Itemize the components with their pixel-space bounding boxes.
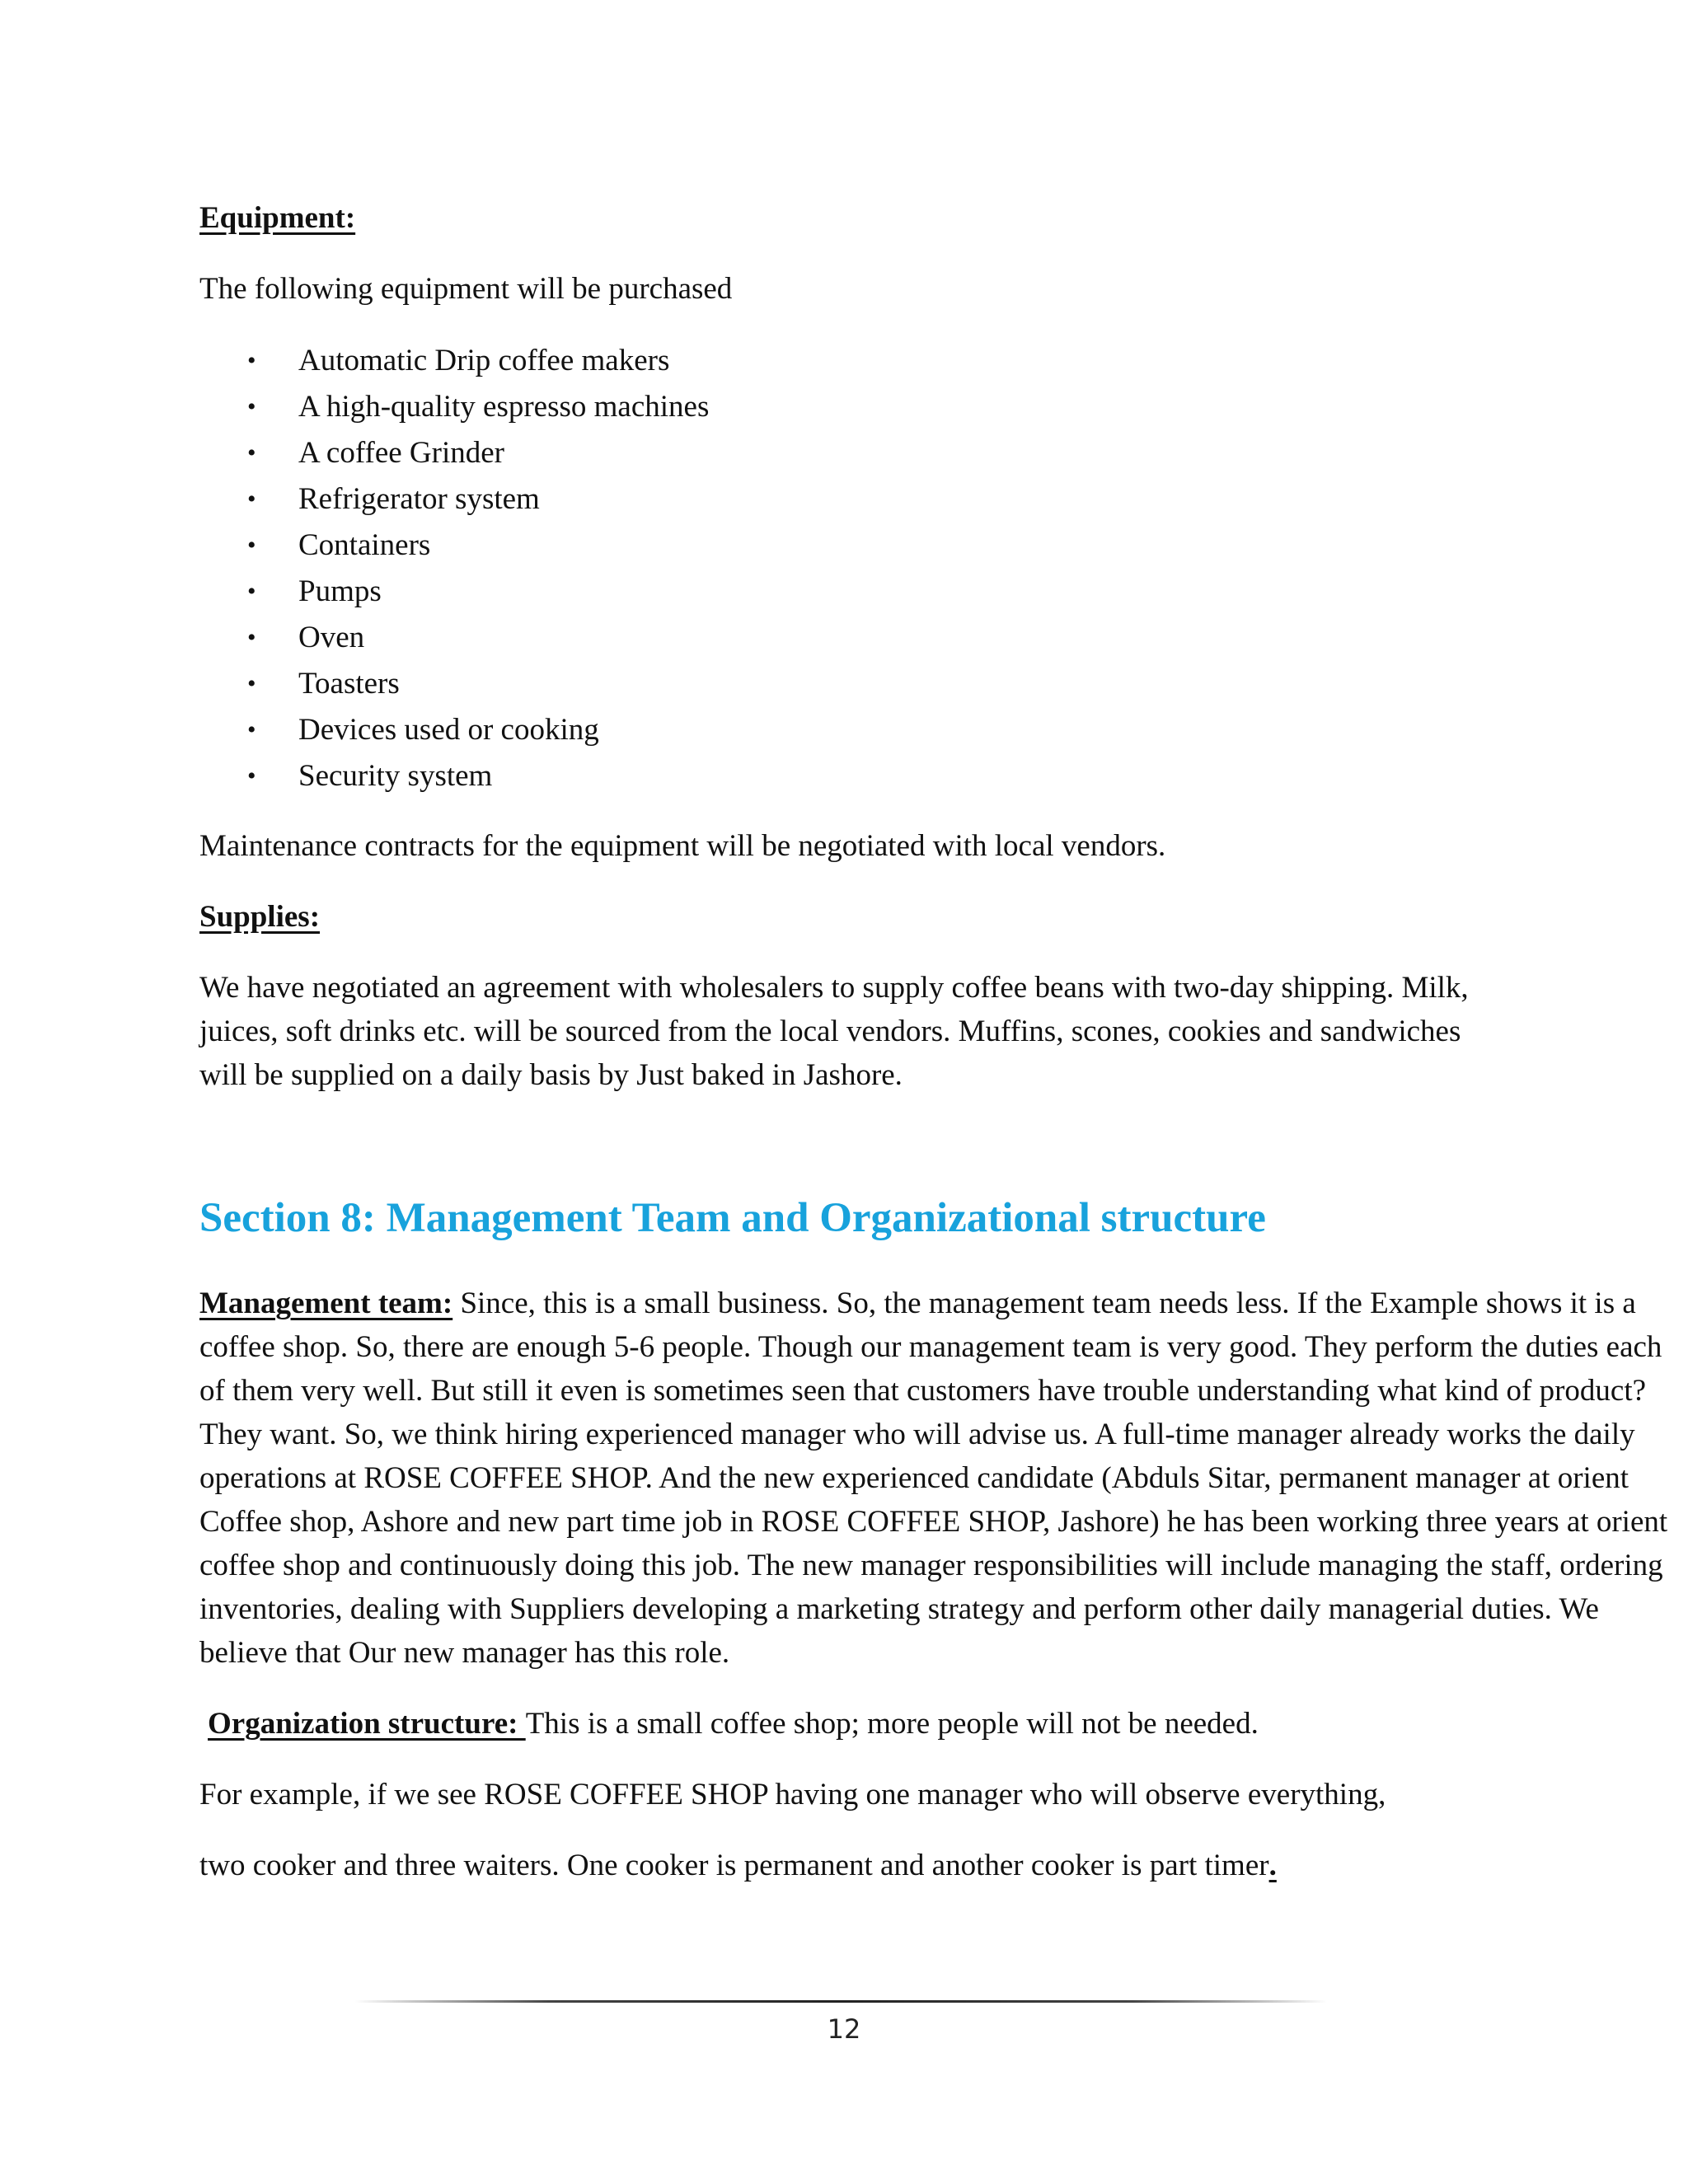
management-team-paragraph [199, 1282, 1675, 1675]
management-team-text: Since, this is a small business. So, the management team needs less. If the Example shows it is a coffee shop. So, there are enough 5-6 people. Though our management team is very good. They perform the duties each of them very well. But still it even is sometimes seen that customers have trouble understanding what kind of product? They want. So, we think hiring experienced manager who will advise us. A full-time manager already works the daily operations at ROSE COFFEE SHOP. And the new experienced candidate (Abduls Sitar, permanent manager at orient Coffee shop, Ashore and new part time job in ROSE COFFEE SHOP, Jashore) he has been working three years at orient coffee shop and continuously doing this job. The new manager responsibilities will include managing the staff, ordering inventories, dealing with Suppliers developing a marketing strategy and perform other daily managerial duties. We believe that Our new manager has this role. [199, 1286, 1668, 1671]
bullet-icon: • [247, 532, 256, 559]
list-item [199, 430, 1683, 476]
equipment-heading: Equipment: [199, 201, 356, 235]
list-item [199, 615, 1683, 661]
organization-structure-paragraph [199, 1702, 1683, 1746]
list-item-text: A high-quality espresso machines [298, 390, 710, 424]
bullet-icon: • [247, 485, 256, 513]
staff-text: two cooker and three waiters. One cooker is permanent and another cooker is part timer [199, 1849, 1269, 1883]
list-item-text: Devices used or cooking [298, 713, 599, 747]
list-item [199, 523, 1683, 569]
maintenance-paragraph: Maintenance contracts for the equipment will be negotiated with local vendors. [199, 829, 1166, 863]
list-item [199, 661, 1683, 707]
equipment-list [199, 338, 1683, 799]
section-8-title: Section 8: Management Team and Organizational structure [199, 1195, 1266, 1241]
bullet-icon: • [247, 716, 256, 743]
list-item-text: Pumps [298, 574, 382, 608]
list-item [199, 753, 1683, 799]
equipment-intro: The following equipment will be purchased [199, 272, 733, 306]
footer-divider [354, 2000, 1327, 2003]
bullet-icon: • [247, 762, 256, 790]
list-item-text: Refrigerator system [298, 482, 540, 516]
supplies-paragraph: We have negotiated an agreement with wholesalers to supply coffee beans with two-day shipping. Milk, juices, soft drinks etc. will be sourced from the local vendors. Muffins, scones, cookies and sandwiches will be supplied on a daily basis by Just baked in Jashore. [199, 971, 1469, 1092]
organization-structure-label: Organization structure: [208, 1707, 526, 1741]
bullet-icon: • [247, 393, 256, 420]
list-item-text: Oven [298, 621, 365, 654]
bullet-icon: • [247, 670, 256, 697]
bullet-icon: • [247, 624, 256, 651]
bullet-icon: • [247, 347, 256, 374]
list-item-text: Toasters [298, 667, 400, 701]
list-item [199, 338, 1683, 384]
bullet-icon: • [247, 439, 256, 466]
organization-structure-text: This is a small coffee shop; more people will not be needed. [525, 1707, 1259, 1741]
bullet-icon: • [247, 578, 256, 605]
management-team-label: Management team: [199, 1286, 453, 1321]
page-number: 12 [827, 2013, 861, 2045]
example-paragraph: For example, if we see ROSE COFFEE SHOP having one manager who will observe everything, [199, 1778, 1386, 1812]
list-item-text: Containers [298, 528, 431, 562]
list-item-text: A coffee Grinder [298, 436, 504, 470]
staff-trailing-period: . [1268, 1849, 1277, 1883]
staff-paragraph [199, 1844, 1683, 1887]
list-item [199, 476, 1683, 523]
list-item [199, 569, 1683, 615]
list-item-text: Automatic Drip coffee makers [298, 344, 670, 377]
list-item [199, 707, 1683, 753]
supplies-heading: Supplies: [199, 900, 321, 934]
list-item [199, 384, 1683, 430]
list-item-text: Security system [298, 759, 493, 793]
page-content [199, 196, 1683, 1887]
